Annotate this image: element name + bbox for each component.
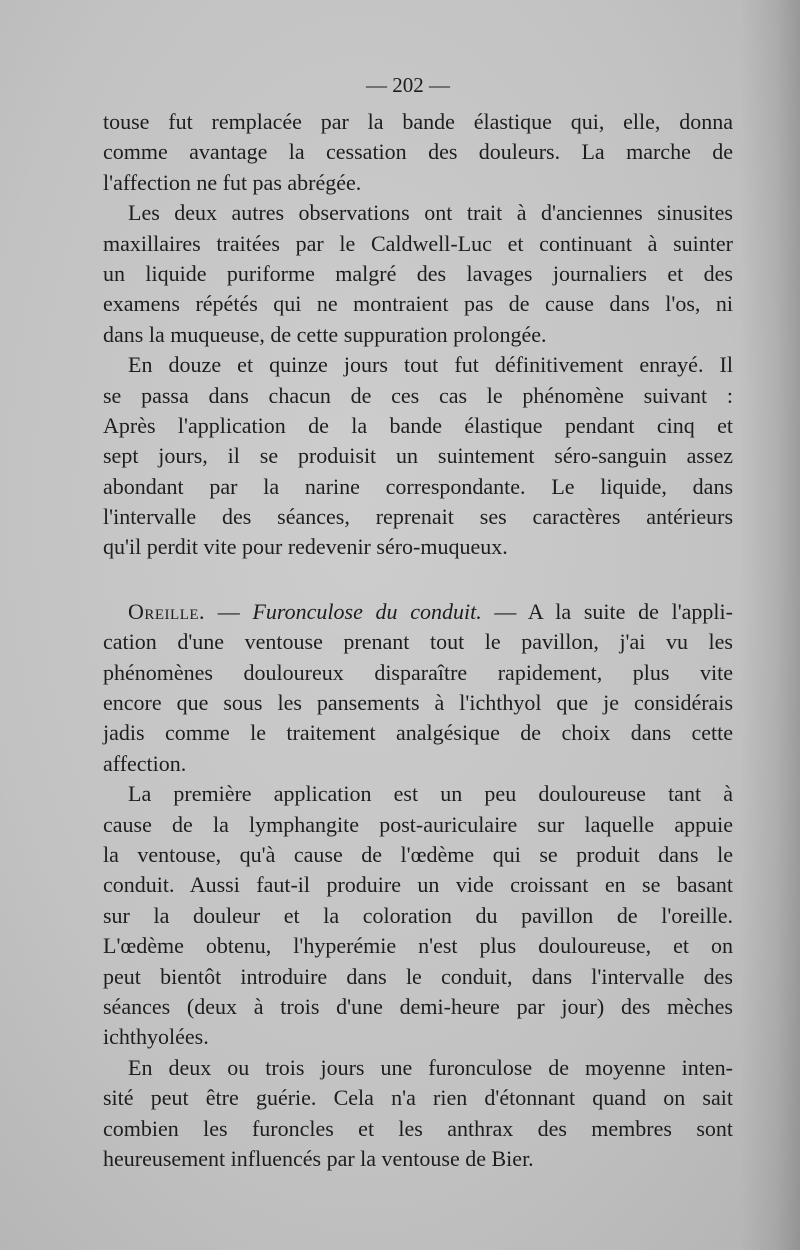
- text-line: encore que sous les pansements à l'ichthyol que je considérais: [103, 690, 733, 716]
- text-line: se passa dans chacun de ces cas le phénomène suivant :: [103, 382, 733, 408]
- text-line: un liquide puriforme malgré des lavages journaliers et des: [103, 260, 733, 286]
- page-text: [103, 70, 733, 1174]
- paragraph: [103, 198, 733, 350]
- text-line: En douze et quinze jours tout fut définitivement enrayé. Il: [128, 352, 733, 378]
- text-line: qu'il perdit vite pour redevenir séro-muqueux.: [103, 534, 508, 560]
- paragraph: [103, 1053, 733, 1175]
- text-line: heureusement influencés par la ventouse de Bier.: [103, 1145, 534, 1171]
- text-line: comme avantage la cessation des douleurs. La marche de: [103, 139, 733, 165]
- paragraph: [103, 107, 733, 198]
- paragraph: [103, 350, 733, 563]
- text-line: La première application est un peu douloureuse tant à: [128, 781, 733, 807]
- text-line: jadis comme le traitement analgésique de choix dans cette: [103, 720, 733, 746]
- text-line: cation d'une ventouse prenant tout le pavillon, j'ai vu les: [103, 629, 733, 655]
- section-subheading: Furonculose du conduit.: [252, 598, 482, 624]
- text-line: ichthyolées.: [103, 1024, 209, 1050]
- text-line: examens répétés qui ne montraient pas de cause dans l'os, ni: [103, 291, 733, 317]
- paragraph: [103, 779, 733, 1053]
- text-line: sité peut être guérie. Cela n'a rien d'étonnant quand on sait: [103, 1085, 733, 1111]
- text-line: sur la douleur et la coloration du pavillon de l'oreille.: [103, 902, 733, 928]
- text-line: l'affection ne fut pas abrégée.: [103, 169, 362, 195]
- text-line: dans la muqueuse, de cette suppuration prolongée.: [103, 321, 547, 347]
- text-line: peut bientôt introduire dans le conduit, dans l'intervalle des: [103, 963, 733, 989]
- text-line: sept jours, il se produisit un suintement séro-sanguin assez: [103, 443, 733, 469]
- text-line: combien les furoncles et les anthrax des membres sont: [103, 1115, 733, 1141]
- heading-dash: —: [481, 598, 528, 624]
- text-line: cause de la lymphangite post-auriculaire sur laquelle appuie: [103, 811, 733, 837]
- text-line: En deux ou trois jours une furonculose de moyenne inten-: [128, 1054, 733, 1080]
- text-line: touse fut remplacée par la bande élastique qui, elle, donna: [103, 109, 733, 134]
- text-line: l'intervalle des séances, reprenait ses caractères antérieurs: [103, 504, 733, 530]
- text-line: abondant par la narine correspondante. Le liquide, dans: [103, 473, 733, 499]
- text-line: maxillaires traitées par le Caldwell-Luc et continuant à suinter: [103, 230, 733, 256]
- heading-dash: —: [205, 598, 253, 624]
- first-line-rest: A la suite de l'appli-: [527, 598, 733, 624]
- text-line: L'œdème obtenu, l'hyperémie n'est plus douloureuse, et on: [103, 933, 733, 959]
- page-number: — 202 —: [366, 73, 450, 97]
- section-oreille: [103, 597, 733, 779]
- text-line: phénomènes douloureux disparaître rapidement, plus vite: [103, 659, 733, 685]
- section-first-line: [103, 597, 733, 627]
- text-line: Après l'application de la bande élastique pendant cinq et: [103, 412, 733, 438]
- text-line: affection.: [103, 750, 187, 776]
- text-line: Les deux autres observations ont trait à d'anciennes sinusites: [128, 200, 733, 226]
- text-line: la ventouse, qu'à cause de l'œdème qui se produit dans le: [103, 841, 733, 867]
- text-line: conduit. Aussi faut-il produire un vide croissant en se basant: [103, 872, 733, 898]
- text-line: séances (deux à trois d'une demi-heure par jour) des mèches: [103, 993, 733, 1019]
- section-heading: Oreille.: [128, 598, 206, 624]
- page-spine-shadow: [740, 0, 800, 1250]
